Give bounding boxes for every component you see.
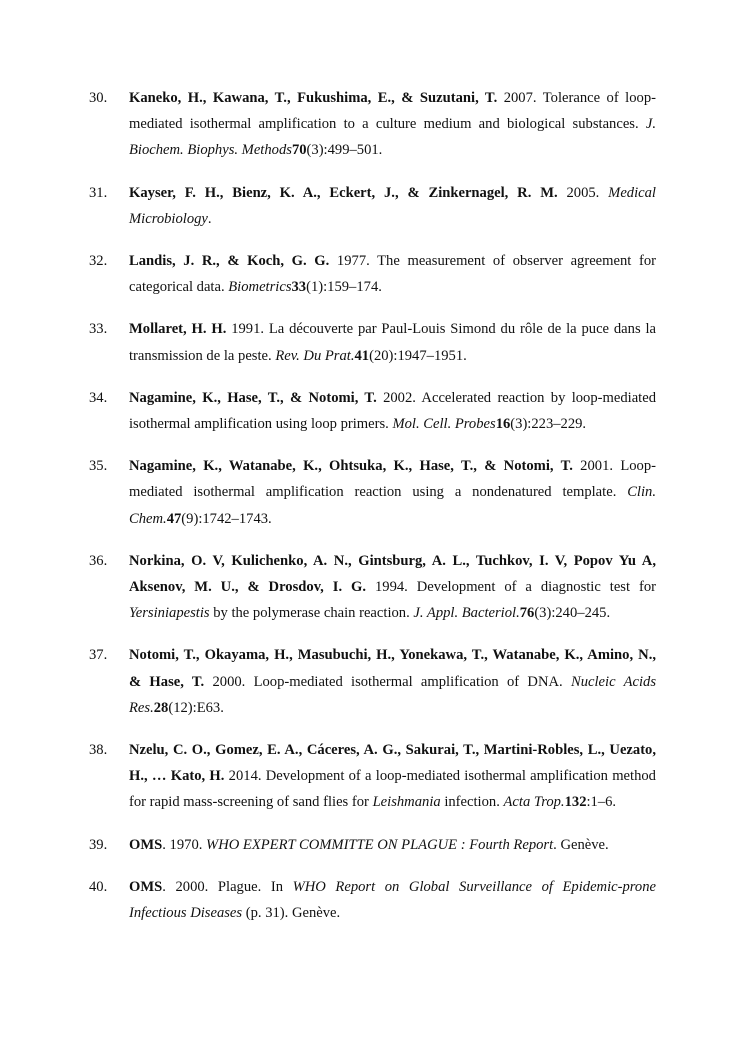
reference-text xyxy=(129,180,656,232)
reference-authors: Mollaret, H. H. xyxy=(129,321,227,338)
reference-segment: 2005. xyxy=(557,184,609,201)
reference-authors: Landis, J. R., & Koch, G. G. xyxy=(129,253,330,270)
reference-item xyxy=(89,248,656,300)
reference-number: 40. xyxy=(89,878,108,895)
reference-number: 33. xyxy=(89,321,108,338)
reference-text xyxy=(129,85,656,164)
reference-item xyxy=(89,642,656,721)
reference-text xyxy=(129,316,656,368)
reference-item xyxy=(89,874,656,926)
reference-segment: 2014. Development of a loop-mediated isothermal amplification method for rapid mass-screening of sand flies for xyxy=(129,768,656,811)
reference-number: 35. xyxy=(89,458,108,475)
reference-segment: . Genève. xyxy=(553,836,609,853)
reference-authors: 47 xyxy=(166,510,182,527)
reference-item xyxy=(89,737,656,816)
reference-authors: OMS xyxy=(129,878,163,895)
reference-authors: 33 xyxy=(291,279,307,296)
reference-text xyxy=(129,453,656,532)
reference-segment: (3):499–501. xyxy=(306,142,383,159)
reference-authors: Notomi, T., Okayama, H., Masubuchi, H., Yonekawa, T., Watanabe, K., Amino, N., & Hase, T. xyxy=(129,647,656,690)
reference-authors: Norkina, O. V, Kulichenko, A. N., Gintsburg, A. L., Tuchkov, I. V, Popov Yu A, Aksenov, M. U., & Drosdov, I. G. xyxy=(129,552,656,596)
reference-text xyxy=(129,385,656,437)
reference-authors: Nzelu, C. O., Gomez, E. A., Cáceres, A. G., Sakurai, T., Martini-Robles, L., Uezato, H., … Kato, H. xyxy=(129,742,656,785)
reference-item xyxy=(89,85,656,164)
reference-segment: (3):240–245. xyxy=(534,605,611,622)
reference-list xyxy=(89,85,656,942)
reference-segment: 1977. The measurement of observer agreement for categorical data. xyxy=(129,253,656,296)
reference-text xyxy=(129,642,656,721)
reference-italic: Rev. Du Prat. xyxy=(275,347,355,364)
reference-item xyxy=(89,385,656,437)
reference-segment: 2001. Loop-mediated isothermal amplification reaction using a nondenatured template. xyxy=(129,458,656,501)
reference-authors: Nagamine, K., Watanabe, K., Ohtsuka, K., Hase, T., & Notomi, T. xyxy=(129,458,573,475)
reference-segment: 2002. Accelerated reaction by loop-mediated isothermal amplification using loop primers. xyxy=(129,389,656,433)
reference-text xyxy=(129,874,656,926)
reference-italic: Yersiniapestis xyxy=(129,605,210,622)
reference-segment: (12):E63. xyxy=(168,699,224,716)
reference-italic: Biometrics xyxy=(228,279,292,296)
reference-item xyxy=(89,316,656,368)
reference-number: 36. xyxy=(89,552,108,569)
reference-segment: (9):1742–1743. xyxy=(181,510,272,527)
reference-text xyxy=(129,737,656,816)
reference-authors: Kayser, F. H., Bienz, K. A., Eckert, J., & Zinkernagel, R. M. xyxy=(129,184,558,201)
reference-item xyxy=(89,548,656,627)
reference-segment: infection. xyxy=(440,794,504,811)
reference-number: 31. xyxy=(89,184,108,201)
reference-italic: Mol. Cell. Probes xyxy=(392,416,496,433)
reference-italic: Leishmania xyxy=(372,794,441,811)
reference-italic: Medical Microbiology xyxy=(129,184,656,227)
reference-authors: 76 xyxy=(519,605,535,622)
reference-italic: Nucleic Acids Res. xyxy=(129,673,656,716)
reference-item xyxy=(89,832,656,858)
reference-text xyxy=(129,248,656,300)
reference-number: 39. xyxy=(89,836,108,853)
reference-number: 30. xyxy=(89,90,108,106)
reference-authors: Nagamine, K., Hase, T., & Notomi, T. xyxy=(129,389,377,406)
reference-segment: (1):159–174. xyxy=(306,279,382,296)
reference-segment: by the polymerase chain reaction. xyxy=(209,605,414,622)
reference-authors: 28 xyxy=(153,699,169,716)
reference-segment: . xyxy=(207,210,212,227)
reference-italic: Acta Trop. xyxy=(503,794,565,811)
reference-segment: 2000. Loop-mediated isothermal amplification of DNA. xyxy=(204,673,571,690)
reference-authors: 16 xyxy=(495,416,511,433)
reference-italic: WHO EXPERT COMMITTE ON PLAGUE : Fourth Report xyxy=(206,836,554,853)
reference-item xyxy=(89,453,656,532)
reference-segment: (p. 31). Genève. xyxy=(242,905,341,922)
reference-segment: 2007. Tolerance of loop-mediated isothermal amplification to a culture medium and biological substances. xyxy=(129,90,656,133)
reference-number: 32. xyxy=(89,253,108,270)
reference-text xyxy=(129,832,656,858)
reference-segment: (3):223–229. xyxy=(510,416,587,433)
reference-authors: Kaneko, H., Kawana, T., Fukushima, E., & Suzutani, T. xyxy=(129,90,498,106)
reference-italic: WHO Report on Global Surveillance of Epidemic-prone Infectious Diseases xyxy=(129,878,656,922)
reference-authors: 70 xyxy=(291,142,307,159)
reference-number: 38. xyxy=(89,742,108,759)
reference-segment: 1994. Development of a diagnostic test for xyxy=(366,579,656,596)
reference-italic: J. Appl. Bacteriol. xyxy=(413,605,520,622)
reference-text xyxy=(129,548,656,627)
reference-segment: . 2000. Plague. In xyxy=(162,878,293,895)
reference-item xyxy=(89,180,656,232)
reference-segment: :1–6. xyxy=(586,794,617,811)
reference-italic: J. Biochem. Biophys. Methods xyxy=(129,116,656,159)
reference-segment: (20):1947–1951. xyxy=(369,347,467,364)
reference-authors: OMS xyxy=(129,836,163,853)
reference-number: 34. xyxy=(89,389,108,406)
reference-segment: . 1970. xyxy=(162,836,207,853)
reference-authors: 41 xyxy=(354,347,370,364)
reference-number: 37. xyxy=(89,647,108,664)
reference-authors: 132 xyxy=(564,794,587,811)
reference-italic: Clin. Chem. xyxy=(129,484,656,527)
reference-segment: 1991. La découverte par Paul-Louis Simond du rôle de la puce dans la transmission de la peste. xyxy=(129,321,656,364)
